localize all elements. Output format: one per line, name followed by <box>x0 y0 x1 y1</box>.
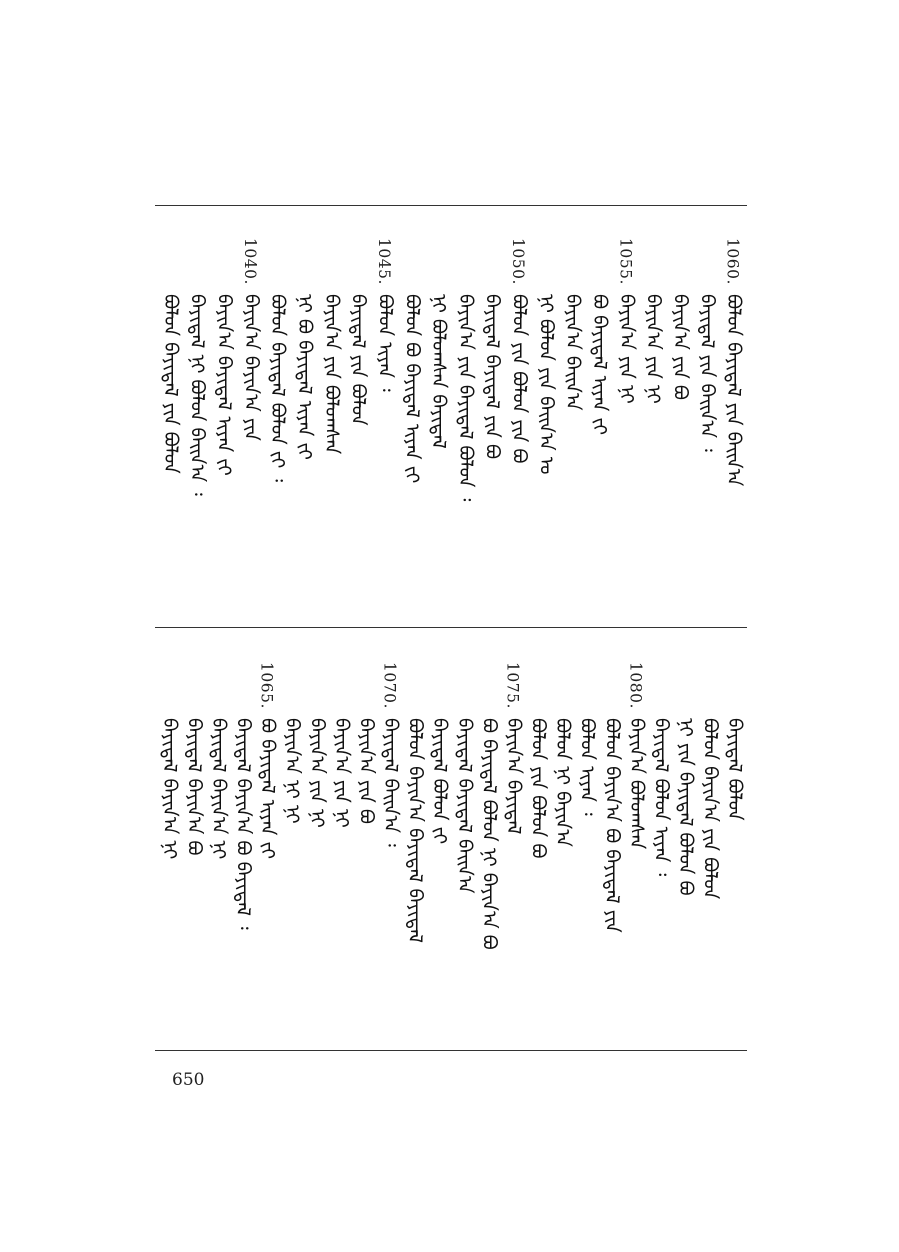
verse-text: ᠪᠠᠶᠢᠨ᠎ᠠ ᠪᠠᠶᠢᠨ᠎ᠠ ᠶᠢᠨ <box>239 294 262 441</box>
line-number: 1055. <box>616 238 635 285</box>
verse-line <box>526 662 552 1042</box>
verse-text: ᠪᠠᠶᠢᠳᠠᠯ ᠪᠣᠯᠤᠨ ᠵᠢ <box>428 718 451 845</box>
top-verse-block <box>158 238 748 618</box>
verse-text: ᠪᠠᠶᠢᠨ᠎ᠠ ᠪᠠᠢ᠌ᠨ᠎ᠠ <box>561 294 584 411</box>
verse-text: ᠨᠢ ᠪᠣ ᠪᠠᠶᠢᠳᠠᠯ ᠢᠶᠡᠨ ᠵᠢ <box>293 294 316 460</box>
verse-line <box>600 662 626 1042</box>
verse-line <box>373 238 399 618</box>
top-rule <box>155 205 747 206</box>
line-number: 1050. <box>509 238 528 285</box>
verse-text: ᠪᠠᠶᠢᠳᠠᠯ ᠪᠠᠶᠢᠨ᠎ᠠ ᠪᠣ ᠪᠠᠶᠢᠳᠠᠯ ᠄ <box>232 718 255 930</box>
verse-text: ᠨᠢ ᠪᠣᠯᠤᠨ ᠶᠢᠨ ᠪᠠᠢ᠌ᠨ᠎ᠠ ᠣ <box>534 294 557 475</box>
verse-text: ᠪᠠᠶᠢᠨ᠎ᠠ ᠶᠢᠨ ᠪᠣᠯᠤᠭᠰᠠᠨ <box>320 294 343 455</box>
verse-line <box>319 238 345 618</box>
verse-line <box>695 238 721 618</box>
verse-text: ᠪᠠᠶᠢᠨ᠎ᠠ ᠶᠢᠨ ᠨᠢ <box>305 718 328 828</box>
verse-text: ᠪᠠᠶᠢᠳᠠᠯ ᠪᠠᠶᠢᠨ᠎ᠠ ᠨᠢ <box>158 718 181 860</box>
verse-line <box>507 238 533 618</box>
verse-text: ᠨᠢ ᠶᠢᠨ ᠪᠠᠶᠢᠳᠠᠯ ᠪᠣᠯᠤᠨ ᠪᠣ <box>674 718 697 896</box>
verse-text: ᠪᠣᠯᠤᠨ ᠶᠢᠨ ᠪᠣᠯᠤᠨ ᠶᠢᠨ ᠪᠣ <box>508 294 531 464</box>
verse-text: ᠨᠢ ᠪᠣᠯᠤᠭᠰᠠᠨ ᠪᠠᠶᠢᠳᠠᠯ <box>427 294 450 449</box>
verse-text: ᠪᠠᠶᠢᠨ᠎ᠠ ᠶᠢᠨ ᠪᠠᠶᠢᠳᠠᠯ ᠪᠣᠯᠤᠨ ᠄ <box>454 294 477 502</box>
verse-line <box>403 662 429 1042</box>
verse-text: ᠪᠣᠯᠤᠨ ᠨᠢ ᠪᠠᠶᠢᠨ᠎ᠠ <box>551 718 574 847</box>
line-number: 1040. <box>240 238 259 285</box>
verse-line <box>501 662 527 1042</box>
verse-line <box>453 238 479 618</box>
verse-line <box>266 238 292 618</box>
verse-line <box>305 662 331 1042</box>
verse-line <box>206 662 232 1042</box>
verse-line <box>256 662 282 1042</box>
verse-line <box>698 662 724 1042</box>
bottom-verse-block <box>158 662 748 1042</box>
verse-line <box>722 238 748 618</box>
middle-rule <box>155 627 747 628</box>
line-number: 1065. <box>257 662 276 709</box>
verse-text: ᠪᠠᠶᠢᠨ᠎ᠠ ᠶᠢᠨ ᠪᠣ <box>668 294 691 401</box>
verse-text: ᠪᠣᠯᠤᠨ ᠪᠠᠶᠢᠨ᠎ᠠ ᠶᠢᠨ ᠪᠣᠯᠤᠨ <box>699 718 722 900</box>
verse-text: ᠪᠠᠶᠢᠳᠠᠯ ᠪᠠᠶᠢᠳᠠᠯ ᠪᠠᠢ᠌ᠨ᠎ᠠ <box>453 718 476 894</box>
verse-text: ᠪᠠᠶᠢᠨ᠎ᠠ ᠪᠠᠶᠢᠳᠠᠯ ᠢᠶᠡᠨ ᠵᠢ <box>213 294 236 476</box>
verse-line <box>182 662 208 1042</box>
verse-text: ᠪᠠᠶᠢᠳᠠᠯ ᠪᠠᠶᠢᠳᠠᠯ ᠶᠢᠨ ᠪᠣ <box>481 294 504 460</box>
verse-text: ᠪᠠᠶᠢᠳᠠᠯ ᠪᠣᠯᠤᠨ ᠢᠶᠡᠨ ᠄ <box>649 718 672 877</box>
verse-line <box>588 238 614 618</box>
verse-line <box>231 662 257 1042</box>
verse-text: ᠪᠠᠶᠢᠳᠠᠯ ᠶᠢᠨ ᠪᠣᠯᠤᠨ <box>347 294 370 426</box>
verse-text: ᠪᠠᠶᠢᠳᠠᠯ ᠪᠠᠢ᠌ᠨ᠎ᠠ ᠄ <box>379 718 402 847</box>
verse-text: ᠪᠣᠯᠤᠨ ᠪᠠᠶᠢᠳᠠᠯ ᠪᠣᠯᠤᠨ ᠵᠢ ᠄ <box>266 294 289 483</box>
line-number: 1060. <box>723 238 742 285</box>
verse-line <box>346 238 372 618</box>
verse-text: ᠪᠣᠯᠤᠨ ᠢᠶᠡᠨ ᠄ <box>373 294 396 392</box>
line-number: 1070. <box>380 662 399 709</box>
verse-line <box>379 662 405 1042</box>
verse-line <box>354 662 380 1042</box>
verse-line <box>674 662 700 1042</box>
verse-text: ᠪᠠᠶᠢᠨ᠎ᠠ ᠶᠢᠨ ᠨᠢ <box>330 718 353 828</box>
verse-line <box>641 238 667 618</box>
verse-line <box>575 662 601 1042</box>
line-number: 1075. <box>503 662 522 709</box>
verse-line <box>428 662 454 1042</box>
verse-line <box>212 238 238 618</box>
verse-line <box>329 662 355 1042</box>
line-number: 1080. <box>626 662 645 709</box>
verse-line <box>452 662 478 1042</box>
verse-text: ᠪᠠᠶᠢᠳᠠᠯ ᠪᠠᠶᠢᠨ᠎ᠠ ᠪᠣ <box>182 718 205 856</box>
verse-line <box>239 238 265 618</box>
verse-text: ᠪᠠᠶᠢᠳᠠᠯ ᠪᠣᠯᠤᠨ <box>723 718 746 821</box>
verse-text: ᠪᠠᠶᠢᠨ᠎ᠠ ᠶᠢᠨ ᠨᠢ <box>615 294 638 404</box>
verse-text: ᠪᠠᠶᠢᠳᠠᠯ ᠨᠢ ᠪᠣᠯᠤᠨ ᠪᠠᠢ᠌ᠨ᠎ᠠ ᠄ <box>186 294 209 496</box>
verse-line <box>427 238 453 618</box>
verse-line <box>723 662 749 1042</box>
verse-text: ᠪᠣᠯᠤᠨ ᠪᠠᠶᠢᠨ᠎ᠠ ᠪᠣ ᠪᠠᠶᠢᠳᠠᠯ ᠶᠢᠨ <box>600 718 623 933</box>
line-number: 1045. <box>374 238 393 285</box>
verse-text: ᠪᠠᠶᠢᠨ᠎ᠠ ᠶᠢᠨ ᠨᠢ <box>642 294 665 404</box>
bottom-rule <box>155 1050 747 1051</box>
verse-text: ᠪᠣᠯᠤᠨ ᠪᠣ ᠪᠠᠶᠢᠳᠠᠯ ᠢᠶᠡᠨ ᠵᠢ <box>400 294 423 484</box>
verse-line <box>280 662 306 1042</box>
verse-line <box>477 662 503 1042</box>
verse-text: ᠪᠣᠯᠤᠨ ᠶᠢᠨ ᠪᠣᠯᠤᠨ ᠪᠣ <box>527 718 550 859</box>
verse-text: ᠪᠣ ᠪᠠᠶᠢᠳᠠᠯ ᠪᠣᠯᠤᠨ ᠨᠢ ᠪᠠᠶᠢᠨ᠎ᠠ ᠪᠣ <box>477 718 500 950</box>
verse-text: ᠪᠣ ᠪᠠᠶᠢᠳᠠᠯ ᠢᠶᠡᠨ ᠵᠢ <box>256 718 279 860</box>
verse-text: ᠪᠣᠯᠤᠨ ᠢᠶᠡᠨ ᠄ <box>576 718 599 816</box>
verse-line <box>158 238 184 618</box>
verse-text: ᠪᠠᠶᠢᠨ᠎ᠠ ᠪᠠᠶᠢᠳᠠᠯ <box>502 718 525 835</box>
verse-line <box>614 238 640 618</box>
verse-text: ᠪᠠᠶᠢᠨ᠎ᠠ ᠪᠣᠯᠤᠭᠰᠠᠨ <box>625 718 648 850</box>
verse-line <box>624 662 650 1042</box>
verse-line <box>185 238 211 618</box>
verse-text: ᠪᠠᠶᠢᠳᠠᠯ ᠪᠠᠶᠢᠨ᠎ᠠ ᠨᠢ <box>207 718 230 860</box>
verse-text: ᠪᠠᠶᠢᠨ᠎ᠠ ᠶᠢᠨ ᠪᠣ <box>354 718 377 825</box>
verse-text: ᠪᠠᠶᠢᠳᠠᠯ ᠶᠢᠨ ᠪᠠᠢ᠌ᠨ᠎ᠠ ᠄ <box>695 294 718 452</box>
verse-text: ᠪᠣᠯᠤᠨ ᠪᠠᠶᠢᠳᠠᠯ ᠶᠢᠨ ᠪᠠᠢ᠌ᠨ᠎ᠠ <box>722 294 745 487</box>
verse-line <box>480 238 506 618</box>
verse-line <box>668 238 694 618</box>
verse-line <box>561 238 587 618</box>
verse-text: ᠪᠣ ᠪᠠᠶᠢᠳᠠᠯ ᠢᠶᠡᠨ ᠵᠢ <box>588 294 611 436</box>
verse-text: ᠪᠣᠯᠤᠨ ᠪᠠᠶᠢᠳᠠᠯ ᠶᠢᠨ ᠪᠣᠯᠤᠨ <box>159 294 182 474</box>
verse-line <box>534 238 560 618</box>
verse-line <box>293 238 319 618</box>
verse-line <box>400 238 426 618</box>
page-number: 650 <box>172 1070 205 1090</box>
verse-line <box>649 662 675 1042</box>
verse-line <box>551 662 577 1042</box>
verse-text: ᠪᠣᠯᠤᠨ ᠪᠠᠶᠢᠨ᠎ᠠ ᠪᠠᠶᠢᠳᠠᠯ ᠪᠠᠶᠢᠳᠠᠯ <box>404 718 427 943</box>
verse-line <box>157 662 183 1042</box>
verse-text: ᠪᠠᠶᠢᠨ᠎ᠠ ᠨᠢ ᠨᠢ <box>281 718 304 824</box>
